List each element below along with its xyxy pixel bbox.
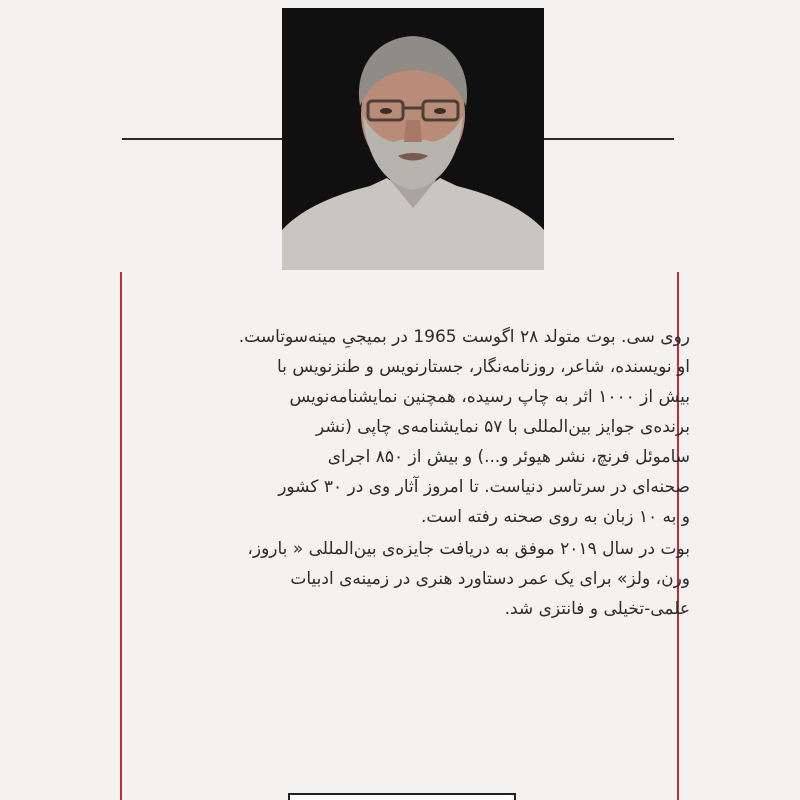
bio-line: و به ۱۰ زبان به روی صحنه رفته است. bbox=[420, 507, 690, 527]
bio-line: او نویسنده، شاعر، روزنامه‌نگار، جستارنویس و طنزنویس با bbox=[277, 357, 690, 377]
bio-line: ساموئل فرنچ، نشر هیوئر و...) و بیش از ۸۵۰ اجرای bbox=[327, 447, 690, 467]
bottom-frame bbox=[288, 793, 516, 800]
bio-line: صحنه‌ای در سرتاسر دنیاست. تا امروز آثار وی در ۳۰ کشور bbox=[278, 477, 690, 497]
bio-line: روی سی. بوت متولد ۲۸ اگوست 1965 در بمیجیِ مینه‌سوتاست. bbox=[238, 327, 690, 347]
author-bio bbox=[160, 322, 690, 624]
bio-line: بیش از ۱۰۰۰ اثر به چاپ رسیده، همچنین نمایشنامه‌نویس bbox=[289, 387, 690, 407]
bio-line: بوت در سال ۲۰۱۹ موفق به دریافت جایزه‌ی بین‌المللی « باروز، bbox=[247, 539, 690, 559]
bio-line: علمی-تخیلی و فانتزی شد. bbox=[504, 599, 690, 619]
author-photo bbox=[282, 8, 544, 270]
left-red-rule bbox=[120, 272, 122, 800]
bio-line: برنده‌ی جوایز بین‌المللی با ۵۷ نمایشنامه‌ی چاپی (نشر bbox=[315, 417, 690, 437]
bio-line: ورن، ولز» برای یک عمر دستاورد هنری در زمینه‌ی ادبیات bbox=[290, 569, 690, 589]
